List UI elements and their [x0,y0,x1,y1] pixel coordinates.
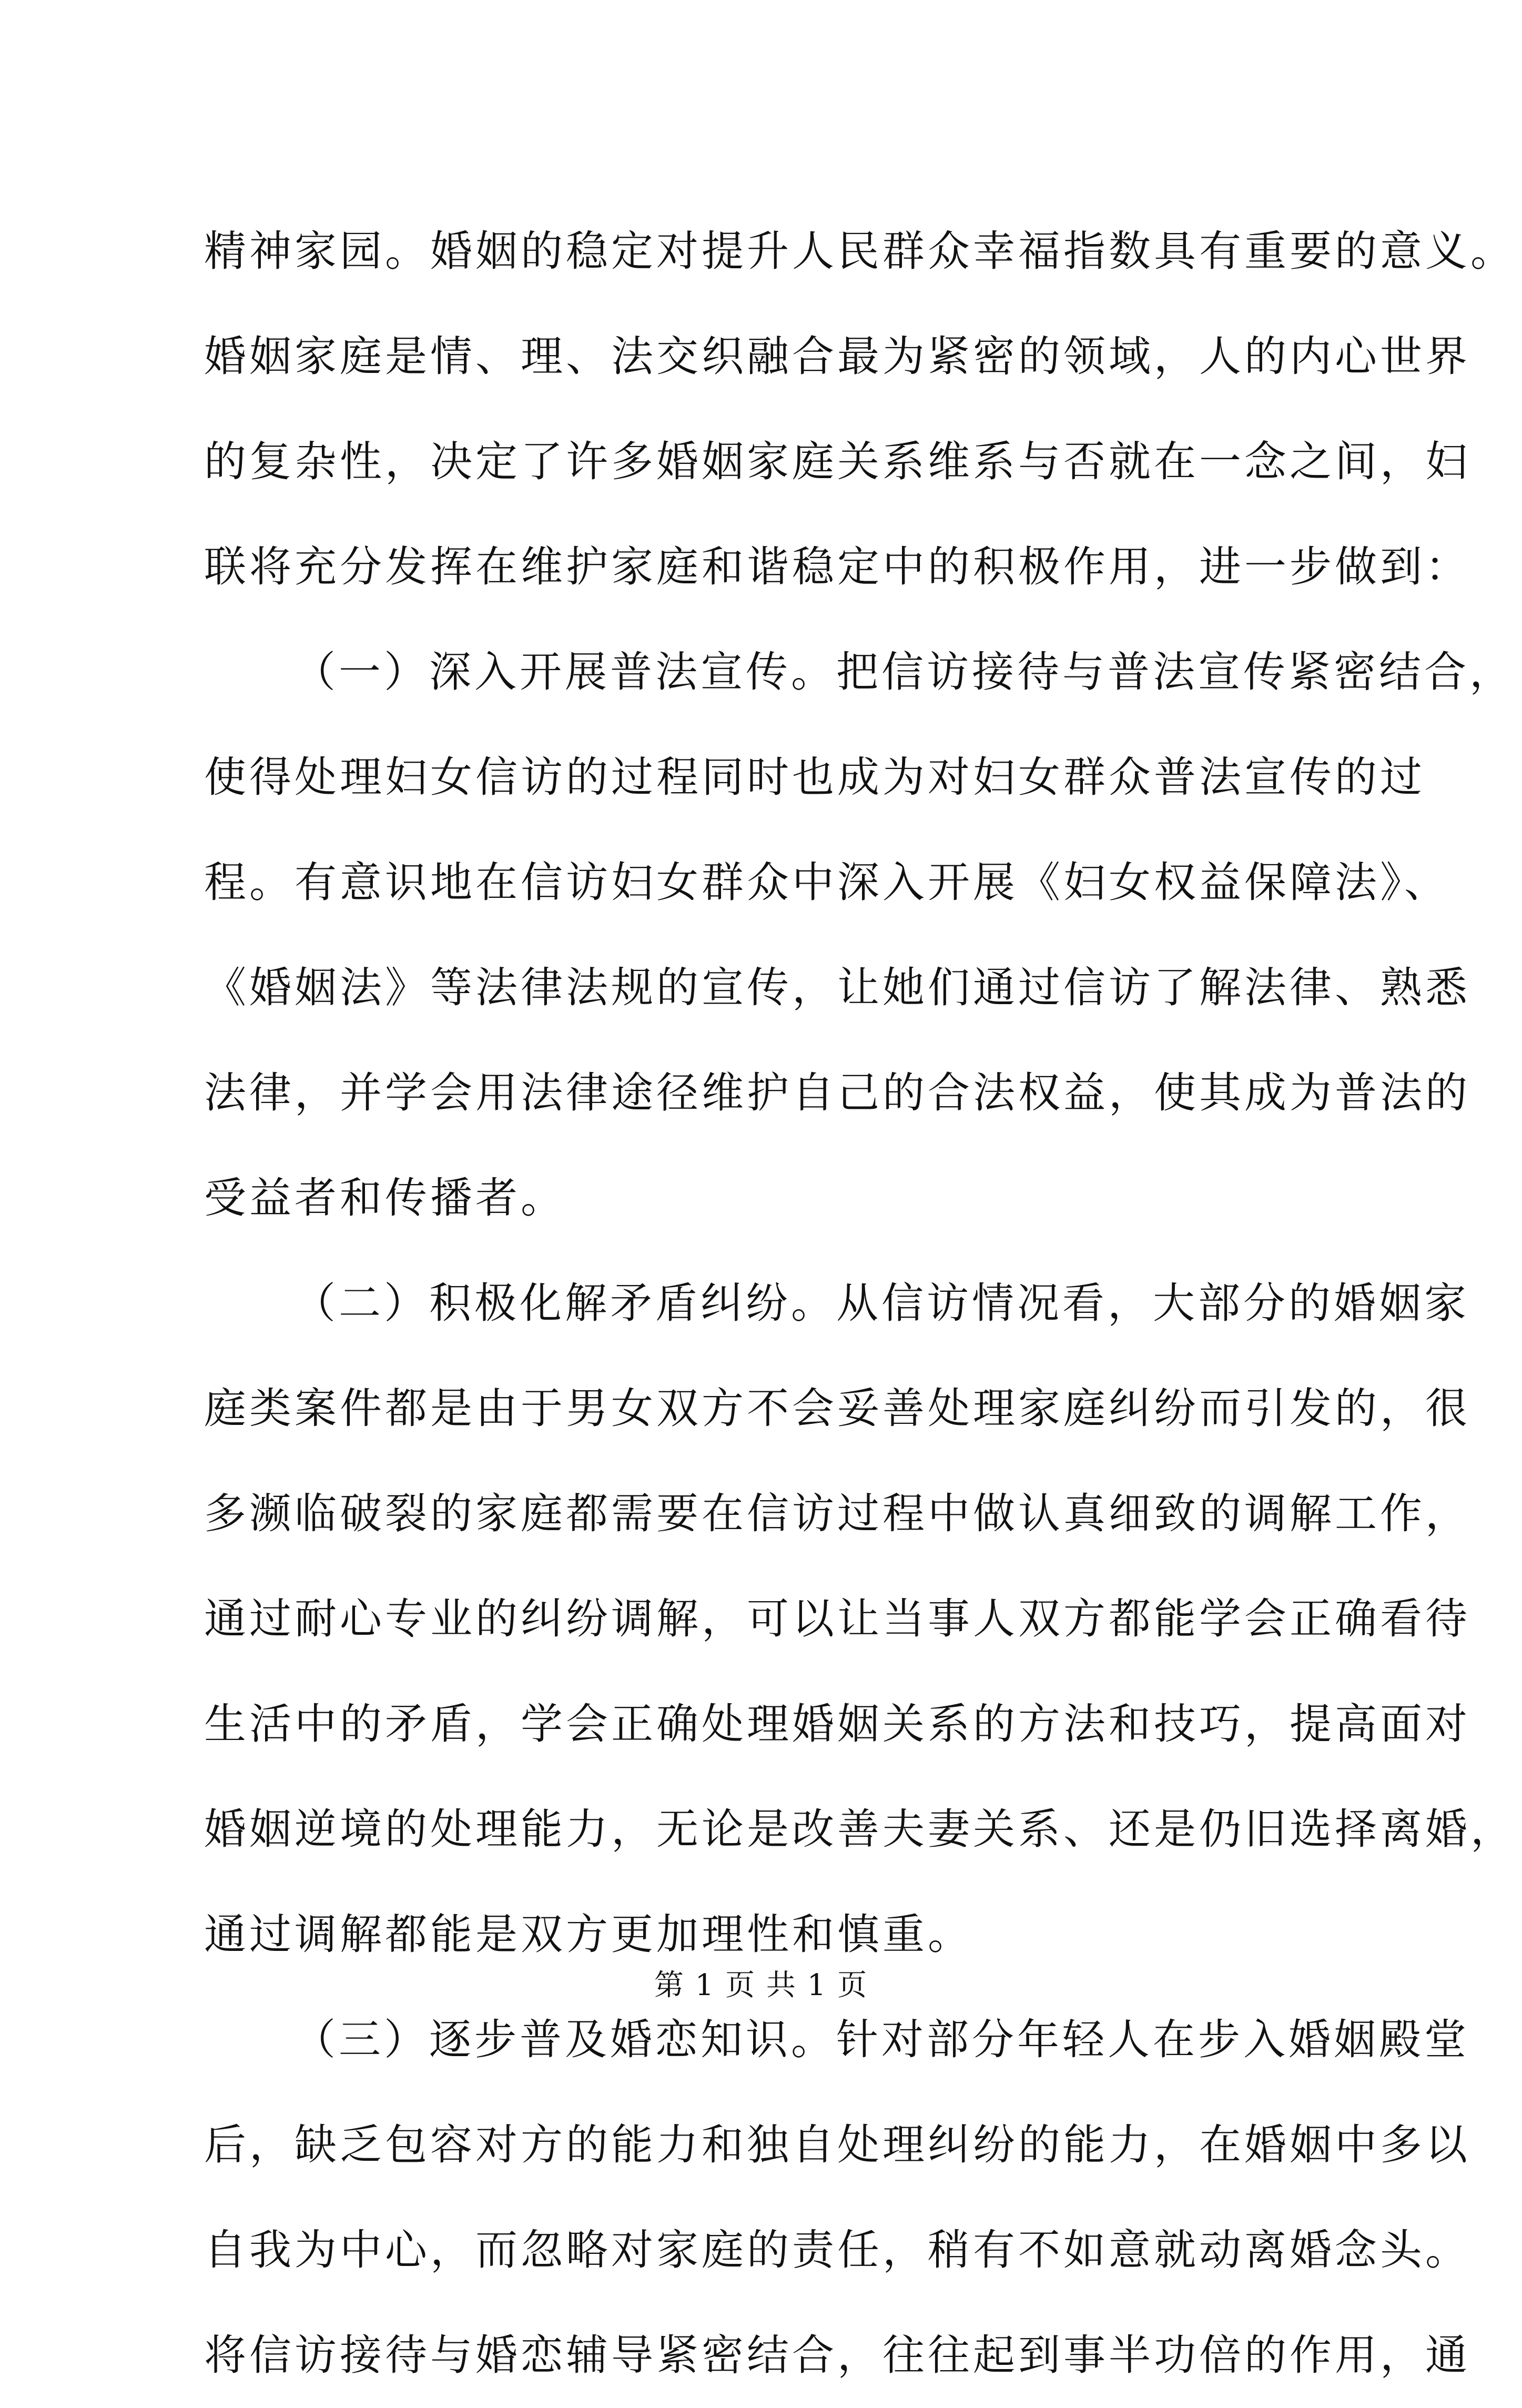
text-line: 庭类案件都是由于男女双方不会妥善处理家庭纠纷而引发的，很 [204,1384,1470,1433]
text-line: 受益者和传播者。 [204,1173,566,1222]
paragraph-heading-2: （二）积极化解矛盾纠纷。从信访情况看，大部分的婚姻家 [293,1279,1469,1328]
text-line: 联将充分发挥在维护家庭和谐稳定中的积极作用，进一步做到： [204,542,1470,591]
text-line: 多濒临破裂的家庭都需要在信访过程中做认真细致的调解工作， [204,1489,1470,1538]
text-line: 将信访接待与婚恋辅导紧密结合，往往起到事半功倍的作用，通 [204,2331,1470,2380]
text-line: 自我为中心，而忽略对家庭的责任，稍有不如意就动离婚念头。 [204,2225,1470,2274]
text-line: 婚姻家庭是情、理、法交织融合最为紧密的领域，人的内心世界 [204,332,1470,381]
page-footer [0,1967,1522,2004]
text-line: 《婚姻法》等法律法规的宣传，让她们通过信访了解法律、熟悉 [204,963,1470,1012]
document-body [204,199,1516,2408]
text-line: 生活中的矛盾，学会正确处理婚姻关系的方法和技巧，提高面对 [204,1699,1470,1748]
text-line: 精神家园。婚姻的稳定对提升人民群众幸福指数具有重要的意义。 [204,227,1516,276]
text-line: 婚姻逆境的处理能力，无论是改善夫妻关系、还是仍旧选择离婚， [204,1805,1516,1854]
text-line: 的复杂性，决定了许多婚姻家庭关系维系与否就在一念之间，妇 [204,437,1470,486]
paragraph-heading-1: （一）深入开展普法宣传。把信访接待与普法宣传紧密结合， [293,647,1515,696]
paragraph-heading-3: （三）逐步普及婚恋知识。针对部分年轻人在步入婚姻殿堂 [293,2015,1469,2064]
text-line: 后，缺乏包容对方的能力和独自处理纠纷的能力，在婚姻中多以 [204,2120,1470,2169]
text-line: 程。有意识地在信访妇女群众中深入开展《妇女权益保障法》、 [204,858,1449,907]
text-line: 通过耐心专业的纠纷调解，可以让当事人双方都能学会正确看待 [204,1594,1470,1643]
text-line: 使得处理妇女信访的过程同时也成为对妇女群众普法宣传的过 [204,753,1425,802]
page-number: 第 1 页 共 1 页 [654,1968,868,2002]
text-line: 法律，并学会用法律途径维护自己的合法权益，使其成为普法的 [204,1068,1470,1117]
text-line: 通过调解都能是双方更加理性和慎重。 [204,1910,973,1959]
